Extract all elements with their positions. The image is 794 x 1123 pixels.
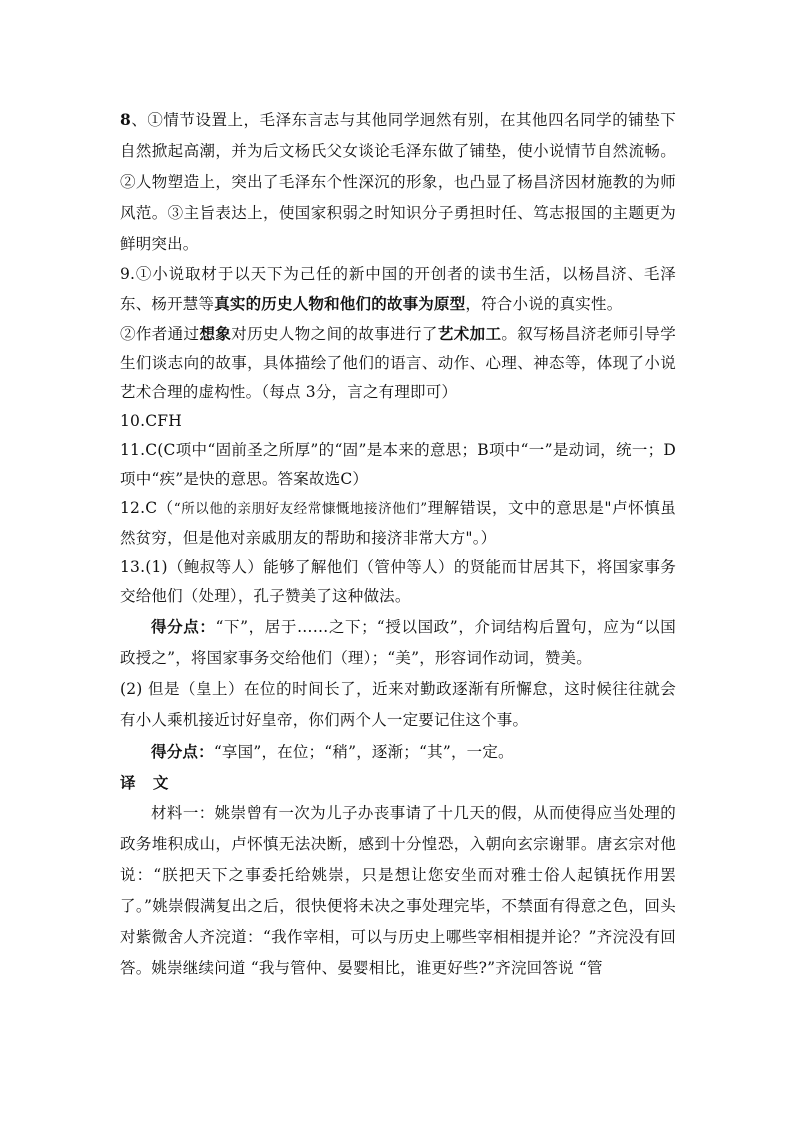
- answer-9-text-c: ②作者通过: [120, 325, 200, 343]
- answer-13-score-1: [120, 611, 676, 674]
- answer-11: 11.C(C项中“固前圣之所厚”的“固”是本来的意思；B项中“一”是动词，统一；D项中“疾”是快的意思。答案故选C）: [120, 441, 676, 488]
- answer-9-text-a: 9.①小说取材于以天下为己任的新中国的开创者的读书生活，以杨昌济、毛泽东、杨开慧等: [120, 265, 676, 313]
- answer-9-text-d: 对历史人物之间的故事进行了: [231, 325, 438, 343]
- answer-13-score-2: [120, 736, 676, 768]
- answer-12-prefix: 12.C（: [120, 499, 174, 517]
- answer-13-part-1: 13.(1)（鲍叔等人）能够了解他们（管仲等人）的贤能而甘居其下，将国家事务交给他们（处理），孔子赞美了这种做法。: [120, 558, 676, 605]
- material-label: 材料一：: [151, 804, 215, 822]
- answer-8-text: 、①情节设置上，毛泽东言志与其他同学迥然有别，在其他四名同学的铺垫下自然掀起高潮，并为后文杨氏父女谈论毛泽东做了铺垫，使小说情节自然流畅。②人物塑造上，突出了毛泽东个性深沉的形象，也凸显了杨昌济因材施教的为师风范。③主旨表达上，使国家积弱之时知识分子勇担时任、笃志报国的主题更为鲜明突出。: [120, 111, 676, 253]
- answer-13-part-2: (2) 但是（皇上）在位的时间长了，近来对勤政逐渐有所懈怠，这时候往往就会有小人乘机接近讨好皇帝，你们两个人一定要记住这个事。: [120, 680, 676, 729]
- answer-9-text-b: ，符合小说的真实性。: [465, 295, 623, 313]
- material-text: 姚崇曾有一次为儿子办丧事请了十几天的假，从而使得应当处理的政务堆积成山，卢怀慎无法决断，感到十分惶恐，入朝向玄宗谢罪。唐玄宗对他说：“朕把天下之事委托给姚崇，只是想让您安坐而对雅士俗人起镇抚作用罢了。”姚崇假满复出之后，很快便将未决之事处理完毕，不禁面有得意之色，回头对紫微舍人齐浣道：“我作宰相，可以与历史上哪些宰相相提并论？”齐浣没有回答。姚崇继续问道 “我与管仲、晏婴相比，谁更好些?”齐浣回答说 “管: [120, 804, 676, 977]
- answer-9-emphasis: 真实的历史人物和他们的故事为原型: [214, 294, 466, 313]
- answer-10: 10.CFH: [120, 412, 182, 430]
- answer-9-emphasis-imagination: 想象: [199, 324, 232, 343]
- score-label: 得分点：: [151, 617, 216, 636]
- answer-9-text-e: 。叙写杨昌济老师引导学生们谈志向的故事，具体描绘了他们的语言、动作、心理、神态等，体现了小说艺术合理的虚构性。（每点 3分，言之有理即可）: [120, 325, 676, 401]
- answer-12-explanation: 理解错误，文中的意思是"卢怀慎虽然贫穷，但是他对亲戚朋友的帮助和接济非常大方"。）: [120, 499, 676, 547]
- answer-12-quote: “所以他的亲朋好友经常慷慨地接济他们”: [173, 501, 428, 517]
- score-text: “下”，居于……之下；“授以国政”，介词结构后置句，应为“以国政授之”，将国家事务交给他们（理）；“美”，形容词作动词，赞美。: [120, 618, 676, 667]
- translation-heading: 译 文: [120, 773, 175, 792]
- answer-9-emphasis-art: 艺术加工: [437, 324, 502, 343]
- translation-material-1: [120, 798, 676, 984]
- score-text: “享国”，在位；“稍”，逐渐；“其”，一定。: [213, 743, 514, 761]
- answer-12: [120, 494, 676, 553]
- answer-9-point-2: [120, 319, 676, 407]
- question-number: 8: [120, 110, 131, 129]
- score-label: 得分点：: [151, 742, 214, 761]
- answer-9-point-1: [120, 260, 676, 319]
- answer-8: [120, 104, 676, 260]
- document-page: [120, 104, 676, 984]
